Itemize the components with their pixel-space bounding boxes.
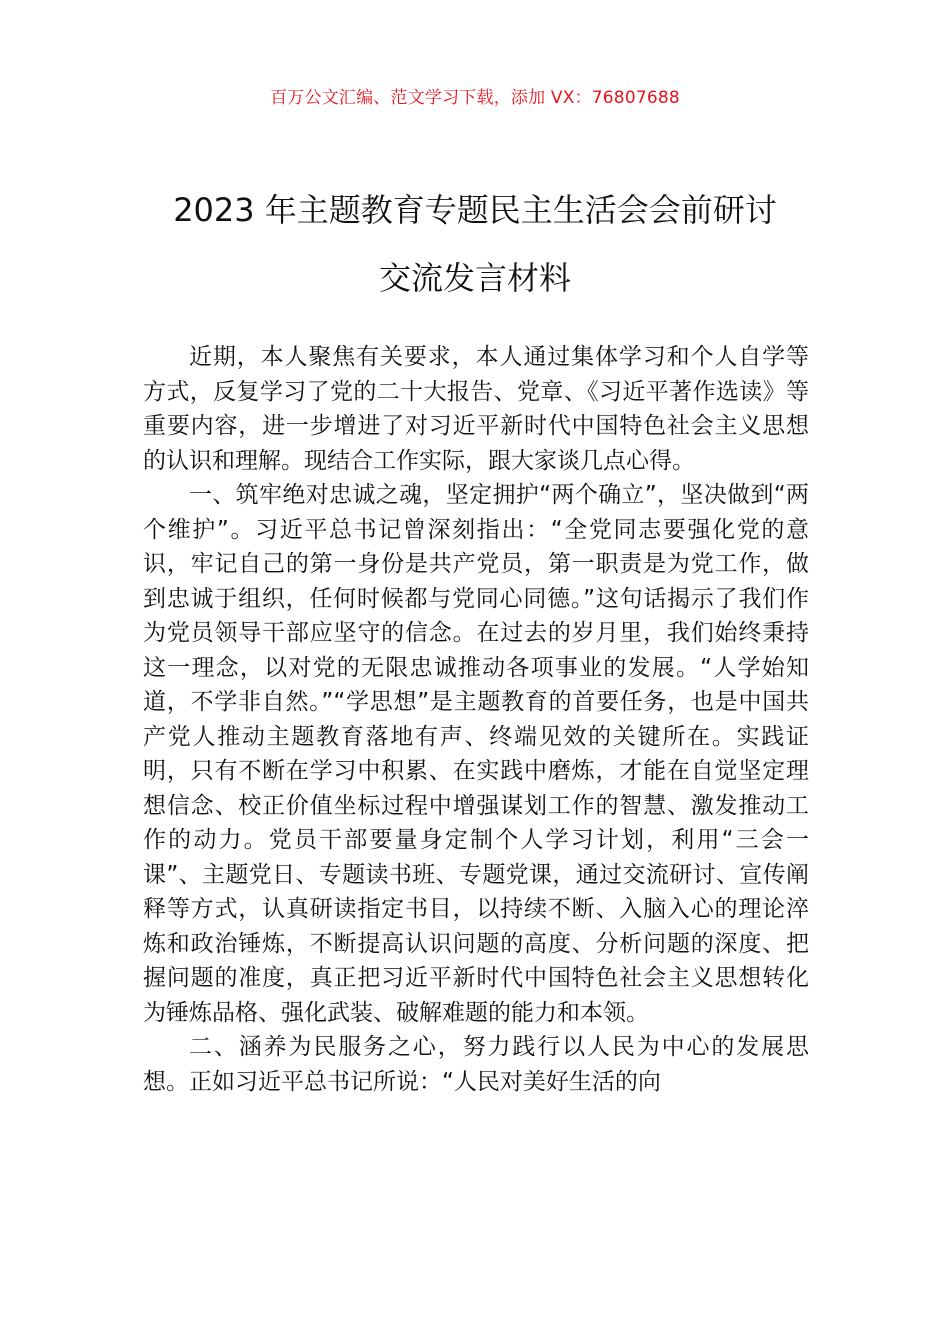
title-line-2: 交流发言材料 [378, 259, 571, 297]
paragraph-intro: 近期，本人聚焦有关要求，本人通过集体学习和个人自学等方式，反复学习了党的二十大报告、党章、《习近平著作选读》等重要内容，进一步增进了对习近平新时代中国特色社会主义思想的认识和理解。现结合工作实际，跟大家谈几点心得。 [143, 344, 809, 474]
paragraph-section-1: 一、筑牢绝对忠诚之魂，坚定拥护“两个确立”，坚决做到“两个维护”。习近平总书记曾深刻指出：“全党同志要强化党的意识，牢记自己的第一身份是共产党员，第一职责是为党工作，做到忠诚于组织，任何时候都与党同心同德。”这句话揭示了我们作为党员领导干部应坚守的信念。在过去的岁月里，我们始终秉持这一理念，以对党的无限忠诚推动各项事业的发展。“人学始知道，不学非自然。”“学思想”是主题教育的首要任务，也是中国共产党人推动主题教育落地有声、终端见效的关键所在。实践证明，只有不断在学习中积累、在实践中磨炼，才能在自觉坚定理想信念、校正价值坐标过程中增强谋划工作的智慧、激发推动工作的动力。党员干部要量身定制个人学习计划，利用“三会一课”、主题党日、专题读书班、专题党课，通过交流研讨、宣传阐释等方式，认真研读指定书目，以持续不断、入脑入心的理论淬炼和政治锤炼，不断提高认识问题的高度、分析问题的深度、把握问题的准度，真正把习近平新时代中国特色社会主义思想转化为锤炼品格、强化武装、破解难题的能力和本领。 [143, 482, 809, 1026]
header-note: 百万公文汇编、范文学习下载，添加 VX：76807688 [270, 88, 680, 108]
paragraph-section-2: 二、涵养为民服务之心，努力践行以人民为中心的发展思想。正如习近平总书记所说：“人民对美好生活的向 [143, 1034, 809, 1095]
document-body [143, 340, 809, 1099]
title-line-1: 2023 年主题教育专题民主生活会会前研讨 [173, 191, 777, 229]
document-title [100, 176, 850, 312]
